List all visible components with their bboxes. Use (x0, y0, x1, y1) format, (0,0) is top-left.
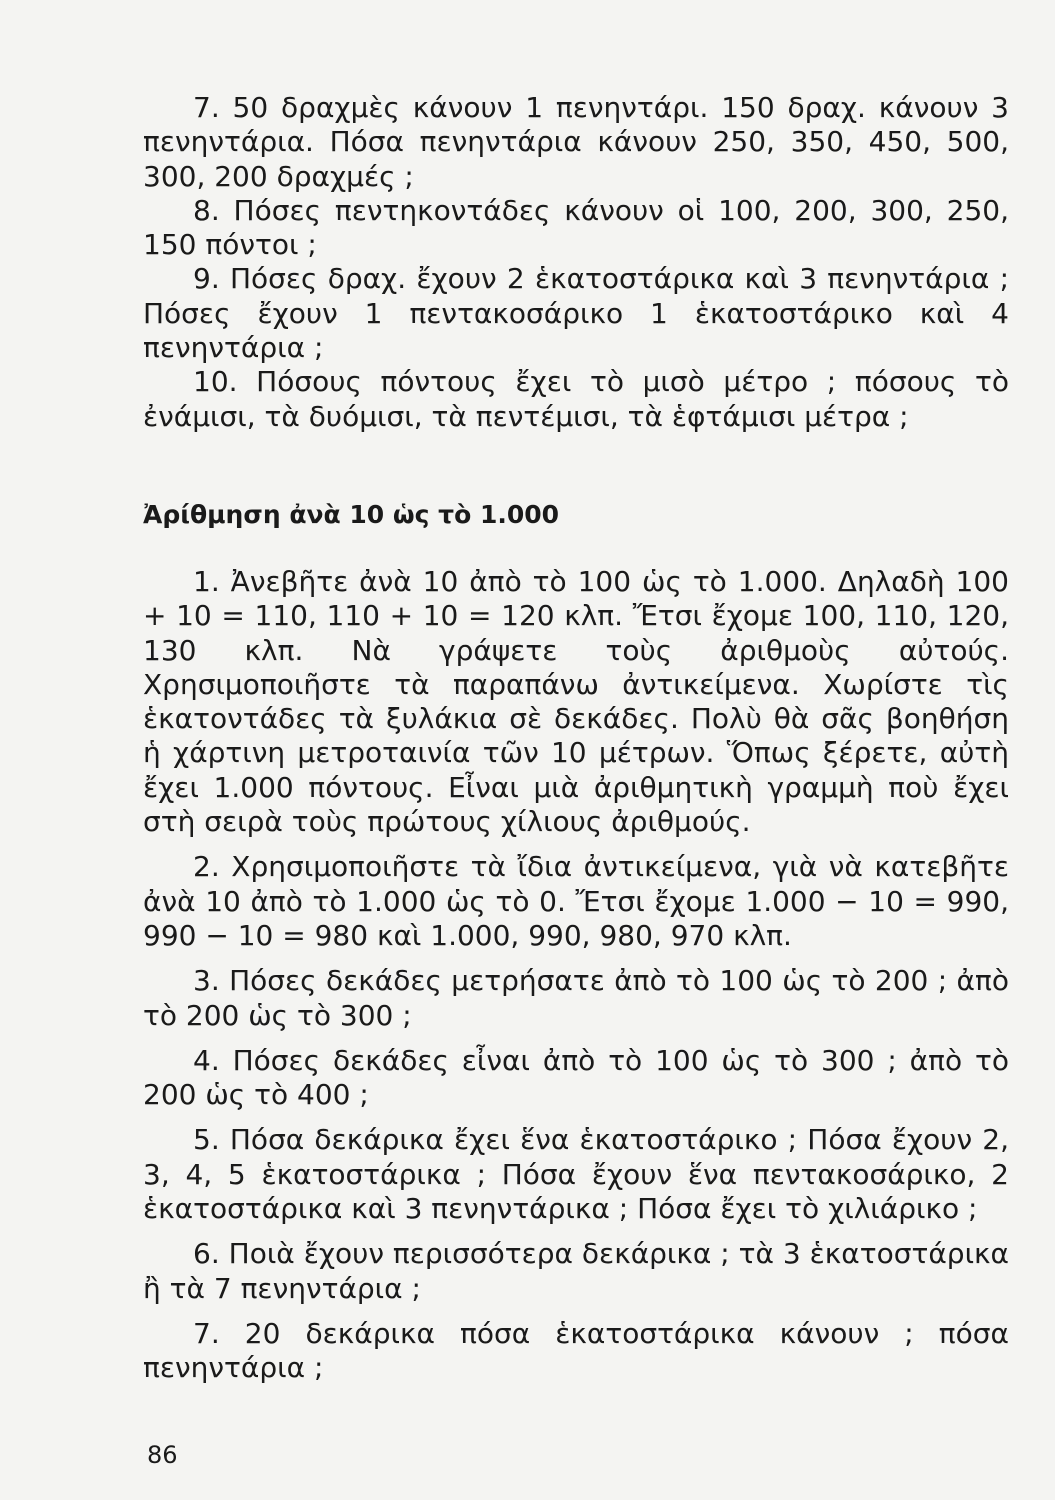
exercise-10: 10. Πόσους πόντους ἔχει τὸ μισὸ μέτρο ; πόσους τὸ ἐνάμισι, τὰ δυόμισι, τὰ πεντέμισι, τὰ ἑφτάμισι μέτρα ; (143, 365, 1009, 433)
exercise-6: 6. Ποιὰ ἔχουν περισσότερα δεκάρικα ; τὰ 3 ἑκατοστάρικα ἢ τὰ 7 πενηντάρια ; (143, 1237, 1009, 1305)
exercise-list-part-2 (143, 565, 1009, 1386)
exercise-5: 5. Πόσα δεκάρικα ἔχει ἕνα ἑκατοστάρικο ; Πόσα ἔχουν 2, 3, 4, 5 ἑκατοστάρικα ; Πόσα ἔχουν ἕνα πεντακοσάρικο, 2 ἑκατοστάρικα καὶ 3 πενηντάρικα ; Πόσα ἔχει τὸ χιλιάρικο ; (143, 1123, 1009, 1226)
exercise-9: 9. Πόσες δραχ. ἔχουν 2 ἑκατοστάρικα καὶ 3 πενηντάρια ; Πόσες ἔχουν 1 πεντακοσάρικο 1 ἑκατοστάρικο καὶ 4 πενηντάρια ; (143, 262, 1009, 365)
exercise-list-part-1 (143, 91, 1009, 434)
exercise-8: 8. Πόσες πεντηκοντάδες κάνουν οἱ 100, 200, 300, 250, 150 πόντοι ; (143, 193, 1009, 262)
section-heading: Ἀρίθμηση ἀνὰ 10 ὡς τὸ 1.000 (143, 500, 560, 529)
exercise-1: 1. Ἀνεβῆτε ἀνὰ 10 ἀπὸ τὸ 100 ὡς τὸ 1.000. Δηλαδὴ 100 + 10 = 110, 110 + 10 = 120 κλπ. Ἔτσι ἔχομε 100, 110, 120, 130 κλπ. Νὰ γράψετε τοὺς ἀριθμοὺς αὐτούς. Χρησιμοποιῆστε τὰ παραπάνω ἀντικείμενα. Χωρίστε τὶς ἑκατοντάδες τὰ ξυλάκια σὲ δεκάδες. Πολὺ θὰ σᾶς βοηθήση ἡ χάρτινη μετροταινία τῶν 10 μέτρων. Ὅπως ξέρετε, αὐτὴ ἔχει 1.000 πόντους. Εἶναι μιὰ ἀριθμητικὴ γραμμὴ ποὺ ἔχει στὴ σειρὰ τοὺς πρώτους χίλιους ἀριθμούς. (143, 565, 1009, 839)
exercise-2: 2. Χρησιμοποιῆστε τὰ ἴδια ἀντικείμενα, γιὰ νὰ κατεβῆτε ἀνὰ 10 ἀπὸ τὸ 1.000 ὡς τὸ 0. Ἔτσι ἔχομε 1.000 − 10 = 990, 990 − 10 = 980 καὶ 1.000, 990, 980, 970 κλπ. (143, 850, 1009, 952)
exercise-4: 4. Πόσες δεκάδες εἶναι ἀπὸ τὸ 100 ὡς τὸ 300 ; ἀπὸ τὸ 200 ὡς τὸ 400 ; (143, 1043, 1009, 1112)
page-number: 86 (147, 1441, 178, 1469)
exercise-7: 7. 50 δραχμὲς κάνουν 1 πενηντάρι. 150 δραχ. κάνουν 3 πενηντάρια. Πόσα πενηντάρια κάνουν 250, 350, 450, 500, 300, 200 δραχμές ; (143, 91, 1009, 193)
exercise-3: 3. Πόσες δεκάδες μετρήσατε ἀπὸ τὸ 100 ὡς τὸ 200 ; ἀπὸ τὸ 200 ὡς τὸ 300 ; (143, 964, 1009, 1032)
exercise-7b: 7. 20 δεκάρικα πόσα ἑκατοστάρικα κάνουν ; πόσα πενηντάρια ; (143, 1316, 1009, 1385)
